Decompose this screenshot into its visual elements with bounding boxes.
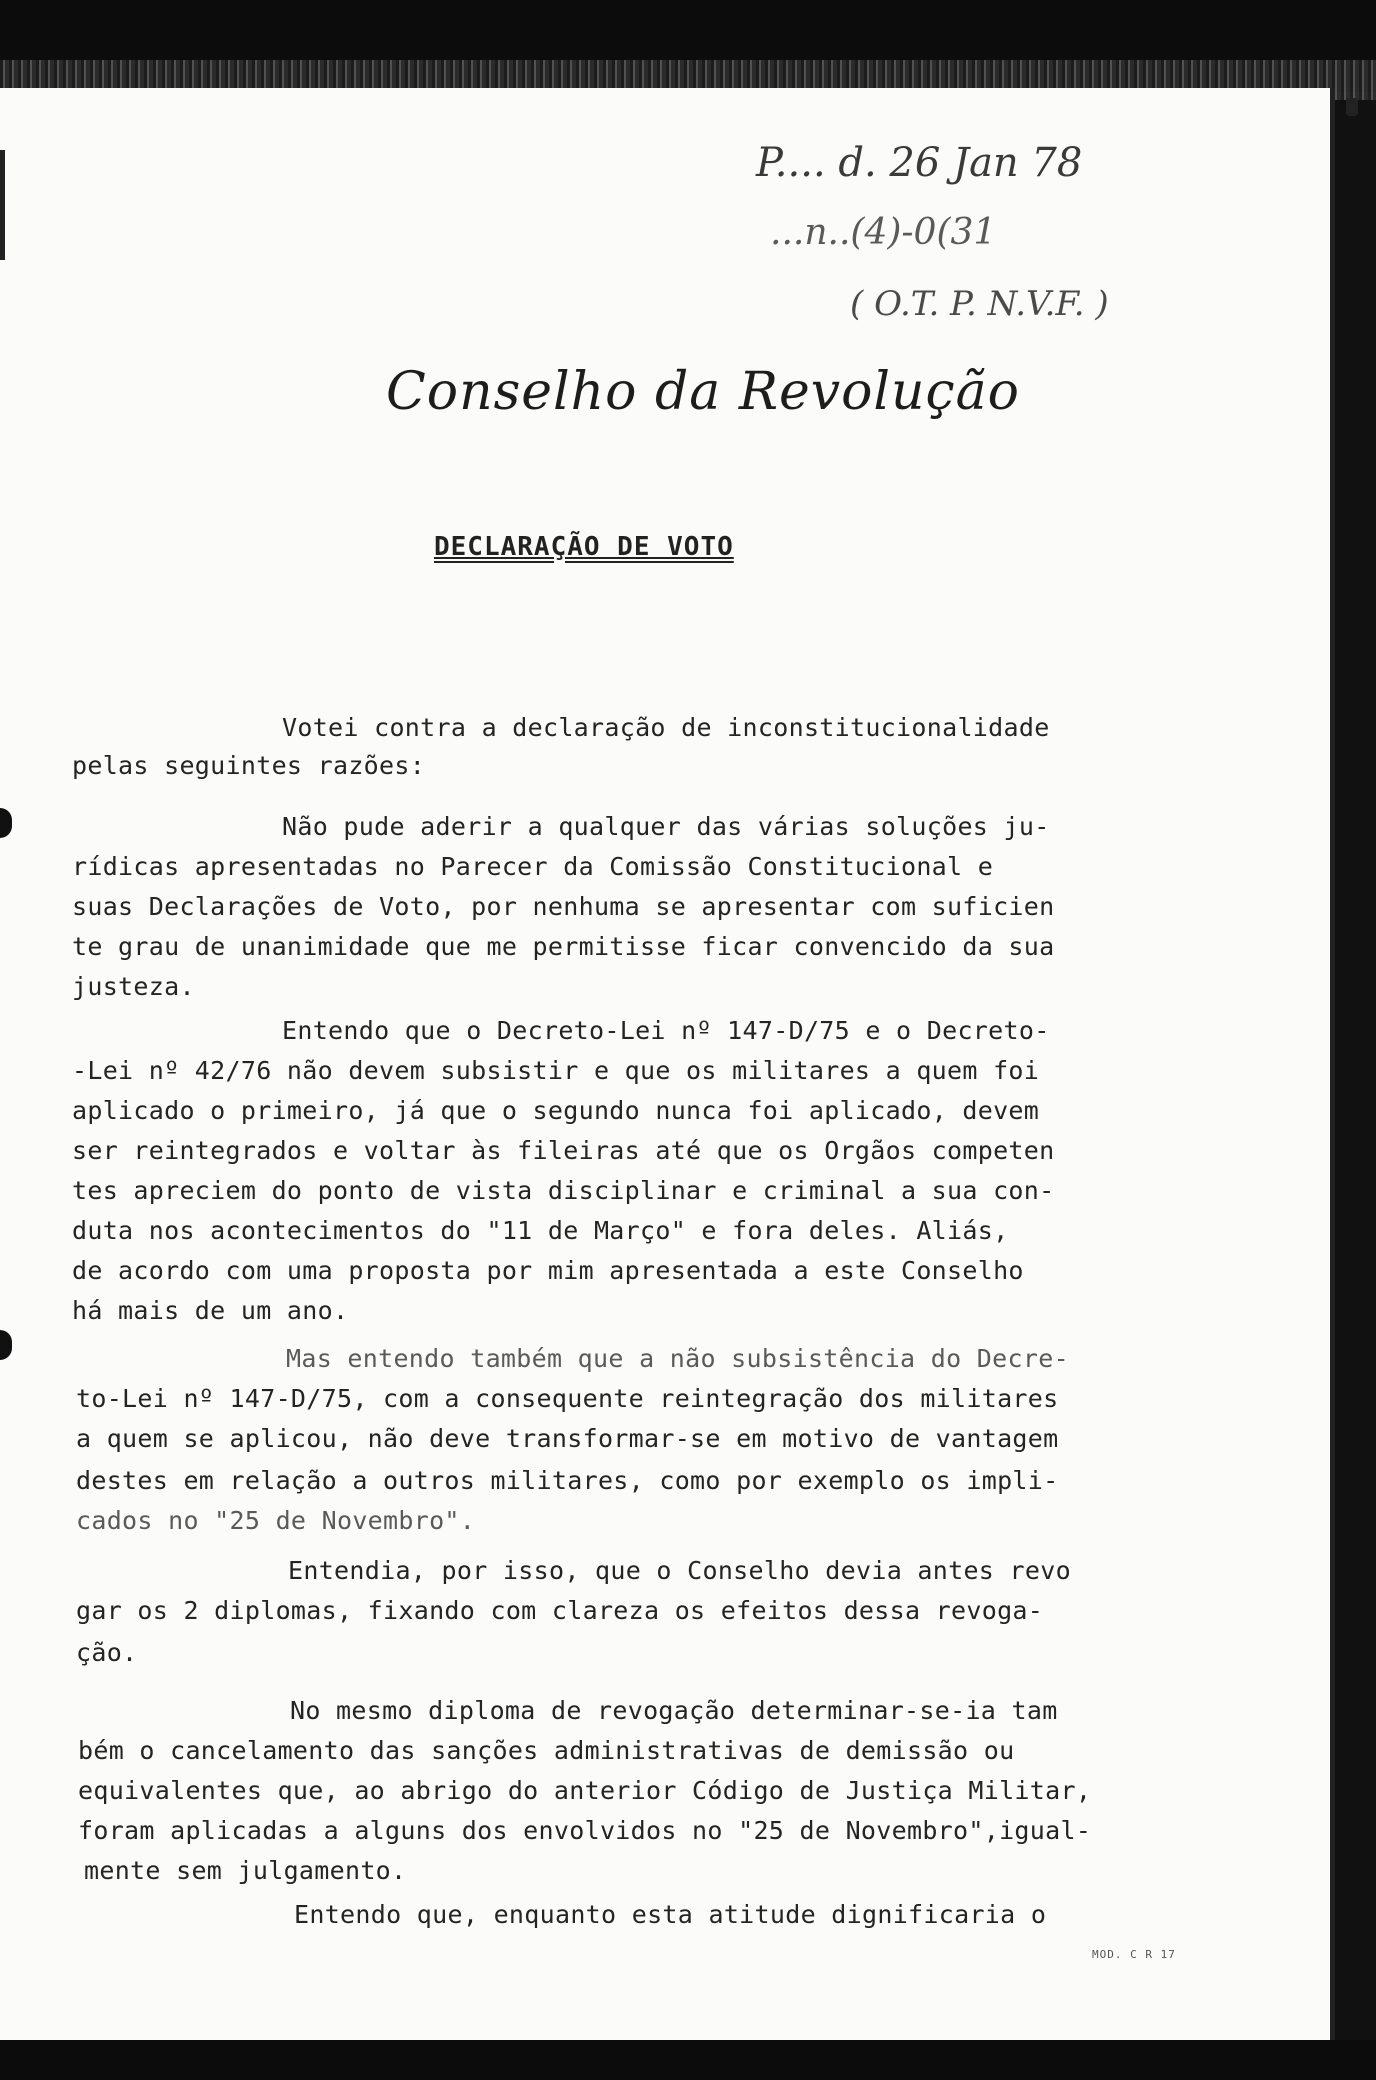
body-line: to-Lei nº 147-D/75, com a consequente reintegração dos militares xyxy=(76,1384,1059,1413)
body-line: te grau de unanimidade que me permitisse ficar convencido da sua xyxy=(72,932,1055,961)
body-line: -Lei nº 42/76 não devem subsistir e que os militares a quem foi xyxy=(72,1056,1040,1085)
body-line: suas Declarações de Voto, por nenhuma se apresentar com suficien xyxy=(72,892,1055,921)
form-code: MOD. C R 17 xyxy=(1092,1948,1176,1961)
body-line: bém o cancelamento das sanções administrativas de demissão ou xyxy=(78,1736,1015,1765)
body-line: aplicado o primeiro, já que o segundo nunca foi aplicado, devem xyxy=(72,1096,1040,1125)
body-line: tes apreciem do ponto de vista disciplinar e criminal a sua con- xyxy=(72,1176,1055,1205)
scan-edge-mark xyxy=(1346,98,1358,116)
body-line: destes em relação a outros militares, como por exemplo os impli- xyxy=(76,1466,1059,1495)
body-line: Não pude aderir a qualquer das várias soluções ju- xyxy=(282,812,1050,841)
body-line: duta nos acontecimentos do "11 de Março" e fora deles. Aliás, xyxy=(72,1216,1009,1245)
scan-edge-mark xyxy=(0,150,5,260)
body-line: cados no "25 de Novembro". xyxy=(76,1506,476,1535)
handwritten-note-line-1: P.... d. 26 Jan 78 xyxy=(756,140,1083,186)
handwritten-note-line-3: ( O.T. P. N.V.F. ) xyxy=(850,284,1109,324)
body-line: Mas entendo também que a não subsistência do Decre- xyxy=(286,1344,1069,1373)
letterhead: Conselho da Revolução xyxy=(386,362,1020,422)
body-line: Entendo que, enquanto esta atitude dignificaria o xyxy=(294,1900,1047,1929)
body-line: mente sem julgamento. xyxy=(84,1856,407,1885)
body-line: Entendia, por isso, que o Conselho devia antes revo xyxy=(288,1556,1071,1585)
body-line: Entendo que o Decreto-Lei nº 147-D/75 e o Decreto- xyxy=(282,1016,1050,1045)
body-line: a quem se aplicou, não deve transformar-se em motivo de vantagem xyxy=(76,1424,1059,1453)
body-line: de acordo com uma proposta por mim apresentada a este Conselho xyxy=(72,1256,1024,1285)
body-line: No mesmo diploma de revogação determinar-se-ia tam xyxy=(290,1696,1058,1725)
body-line: justeza. xyxy=(72,972,195,1001)
body-line: ção. xyxy=(76,1638,138,1667)
body-line: ser reintegrados e voltar às fileiras até que os Orgãos competen xyxy=(72,1136,1055,1165)
body-line: gar os 2 diplomas, fixando com clareza os efeitos dessa revoga- xyxy=(76,1596,1044,1625)
document-title: DECLARAÇÃO DE VOTO xyxy=(434,532,734,562)
handwritten-note-line-2: ...n..(4)-0(31 xyxy=(770,212,997,253)
scan-bottom-border xyxy=(0,2040,1376,2080)
body-line: pelas seguintes razões: xyxy=(72,751,426,780)
body-line: rídicas apresentadas no Parecer da Comissão Constitucional e xyxy=(72,852,994,881)
body-line: Votei contra a declaração de inconstitucionalidade xyxy=(282,713,1050,742)
body-line: há mais de um ano. xyxy=(72,1296,349,1325)
body-line: foram aplicadas a alguns dos envolvidos no "25 de Novembro",igual- xyxy=(78,1816,1092,1845)
body-line: equivalentes que, ao abrigo do anterior Código de Justiça Militar, xyxy=(78,1776,1092,1805)
